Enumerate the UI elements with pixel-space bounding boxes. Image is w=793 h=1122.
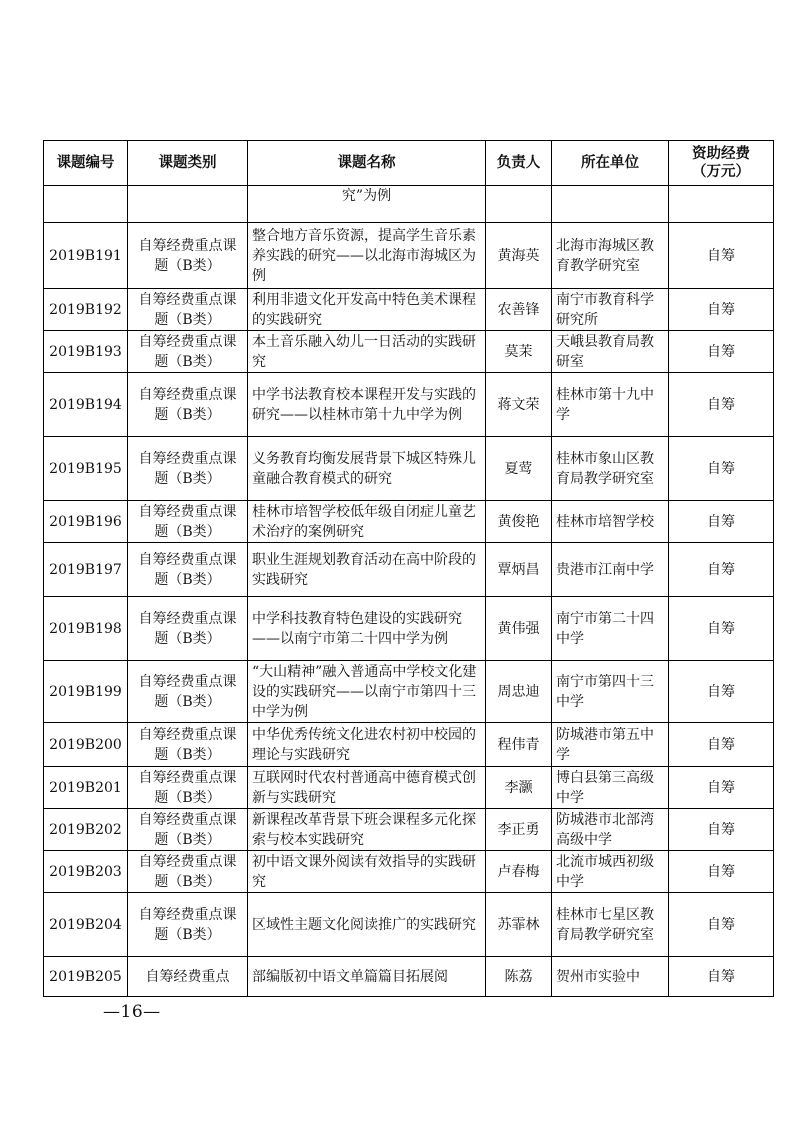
row-code: 2019B203 [44, 851, 128, 893]
table-row [44, 893, 774, 957]
row-person: 黄伟强 [486, 597, 552, 661]
row-code: 2019B199 [44, 661, 128, 723]
row-funding: 自筹 [669, 331, 774, 373]
row-funding: 自筹 [669, 437, 774, 501]
row-funding: 自筹 [669, 767, 774, 809]
row-unit: 南宁市第二十四中学 [552, 597, 669, 661]
row-person: 夏莺 [486, 437, 552, 501]
page-number: —16— [103, 1002, 161, 1022]
row-category: 自筹经费重点课题（B类） [128, 723, 248, 767]
row-funding: 自筹 [669, 501, 774, 543]
row-category: 自筹经费重点课题（B类） [128, 809, 248, 851]
row-category: 自筹经费重点课题（B类） [128, 851, 248, 893]
row-code: 2019B193 [44, 331, 128, 373]
row-funding: 自筹 [669, 723, 774, 767]
header-category: 课题类别 [128, 141, 248, 186]
row-name: 中华优秀传统文化进农村初中校园的理论与实践研究 [248, 723, 486, 767]
row-code: 2019B205 [44, 957, 128, 997]
row-name: 部编版初中语文单篇篇目拓展阅 [248, 957, 486, 997]
row-category: 自筹经费重点课题（B类） [128, 893, 248, 957]
continuation-unit [552, 186, 669, 223]
row-funding: 自筹 [669, 851, 774, 893]
row-person: 黄俊艳 [486, 501, 552, 543]
row-name: 区域性主题文化阅读推广的实践研究 [248, 893, 486, 957]
row-code: 2019B192 [44, 289, 128, 331]
row-code: 2019B196 [44, 501, 128, 543]
row-name: 利用非遗文化开发高中特色美术课程的实践研究 [248, 289, 486, 331]
row-unit: 南宁市第四十三中学 [552, 661, 669, 723]
row-unit: 天峨县教育局教研室 [552, 331, 669, 373]
table-row [44, 767, 774, 809]
row-unit: 南宁市教育科学研究所 [552, 289, 669, 331]
row-code: 2019B204 [44, 893, 128, 957]
row-person: 苏霏林 [486, 893, 552, 957]
table-row [44, 437, 774, 501]
row-code: 2019B201 [44, 767, 128, 809]
header-funding: 资助经费（万元） [669, 141, 774, 186]
row-unit: 桂林市第十九中学 [552, 373, 669, 437]
continuation-category [128, 186, 248, 223]
row-category: 自筹经费重点课题（B类） [128, 767, 248, 809]
table-row [44, 851, 774, 893]
row-unit: 贵港市江南中学 [552, 543, 669, 597]
row-person: 周忠迪 [486, 661, 552, 723]
row-funding: 自筹 [669, 957, 774, 997]
row-category: 自筹经费重点课题（B类） [128, 373, 248, 437]
row-funding: 自筹 [669, 893, 774, 957]
row-code: 2019B197 [44, 543, 128, 597]
continuation-funding [669, 186, 774, 223]
header-name: 课题名称 [248, 141, 486, 186]
row-category: 自筹经费重点课题（B类） [128, 597, 248, 661]
row-name: 中学书法教育校本课程开发与实践的研究——以桂林市第十九中学为例 [248, 373, 486, 437]
table-row [44, 809, 774, 851]
table-row [44, 373, 774, 437]
row-category: 自筹经费重点课题（B类） [128, 543, 248, 597]
row-funding: 自筹 [669, 597, 774, 661]
row-category: 自筹经费重点 [128, 957, 248, 997]
continuation-name: 究”为例 [248, 186, 486, 223]
row-person: 李正勇 [486, 809, 552, 851]
row-category: 自筹经费重点课题（B类） [128, 331, 248, 373]
continuation-row [44, 186, 774, 223]
row-unit: 防城港市北部湾高级中学 [552, 809, 669, 851]
row-name: 中学科技教育特色建设的实践研究——以南宁市第二十四中学为例 [248, 597, 486, 661]
table-row [44, 331, 774, 373]
row-person: 程伟青 [486, 723, 552, 767]
project-table [43, 140, 774, 997]
row-funding: 自筹 [669, 289, 774, 331]
row-name: 整合地方音乐资源，提高学生音乐素养实践的研究——以北海市海城区为例 [248, 223, 486, 289]
row-category: 自筹经费重点课题（B类） [128, 437, 248, 501]
row-person: 李灏 [486, 767, 552, 809]
row-unit: 北流市城西初级中学 [552, 851, 669, 893]
row-category: 自筹经费重点课题（B类） [128, 501, 248, 543]
row-code: 2019B195 [44, 437, 128, 501]
header-unit: 所在单位 [552, 141, 669, 186]
row-person: 莫茉 [486, 331, 552, 373]
row-name: 职业生涯规划教育活动在高中阶段的实践研究 [248, 543, 486, 597]
row-unit: 防城港市第五中学 [552, 723, 669, 767]
header-code: 课题编号 [44, 141, 128, 186]
row-person: 蒋文荣 [486, 373, 552, 437]
table-row [44, 543, 774, 597]
row-person: 卢春梅 [486, 851, 552, 893]
row-code: 2019B202 [44, 809, 128, 851]
table-row [44, 661, 774, 723]
table-row [44, 289, 774, 331]
row-funding: 自筹 [669, 661, 774, 723]
row-name: 桂林市培智学校低年级自闭症儿童艺术治疗的案例研究 [248, 501, 486, 543]
row-name: 义务教育均衡发展背景下城区特殊儿童融合教育模式的研究 [248, 437, 486, 501]
row-person: 农善锋 [486, 289, 552, 331]
row-unit: 桂林市七星区教育局教学研究室 [552, 893, 669, 957]
table-row [44, 501, 774, 543]
row-name: “大山精神”融入普通高中学校文化建设的实践研究——以南宁市第四十三中学为例 [248, 661, 486, 723]
row-category: 自筹经费重点课题（B类） [128, 661, 248, 723]
row-code: 2019B198 [44, 597, 128, 661]
row-name: 本土音乐融入幼儿一日活动的实践研究 [248, 331, 486, 373]
row-code: 2019B194 [44, 373, 128, 437]
table-row [44, 223, 774, 289]
row-person: 覃炳昌 [486, 543, 552, 597]
row-unit: 桂林市象山区教育局教学研究室 [552, 437, 669, 501]
row-person: 黄海英 [486, 223, 552, 289]
table-row [44, 597, 774, 661]
row-unit: 北海市海城区教育教学研究室 [552, 223, 669, 289]
row-unit: 桂林市培智学校 [552, 501, 669, 543]
row-name: 新课程改革背景下班会课程多元化探索与校本实践研究 [248, 809, 486, 851]
row-person: 陈荔 [486, 957, 552, 997]
row-category: 自筹经费重点课题（B类） [128, 223, 248, 289]
continuation-code [44, 186, 128, 223]
row-name: 初中语文课外阅读有效指导的实践研究 [248, 851, 486, 893]
table-row [44, 957, 774, 997]
table-row [44, 723, 774, 767]
table-header-row [44, 141, 774, 186]
row-funding: 自筹 [669, 223, 774, 289]
header-person: 负责人 [486, 141, 552, 186]
row-category: 自筹经费重点课题（B类） [128, 289, 248, 331]
row-funding: 自筹 [669, 373, 774, 437]
row-code: 2019B200 [44, 723, 128, 767]
continuation-person [486, 186, 552, 223]
row-funding: 自筹 [669, 809, 774, 851]
row-unit: 博白县第三高级中学 [552, 767, 669, 809]
row-code: 2019B191 [44, 223, 128, 289]
row-funding: 自筹 [669, 543, 774, 597]
row-unit: 贺州市实验中 [552, 957, 669, 997]
row-name: 互联网时代农村普通高中德育模式创新与实践研究 [248, 767, 486, 809]
